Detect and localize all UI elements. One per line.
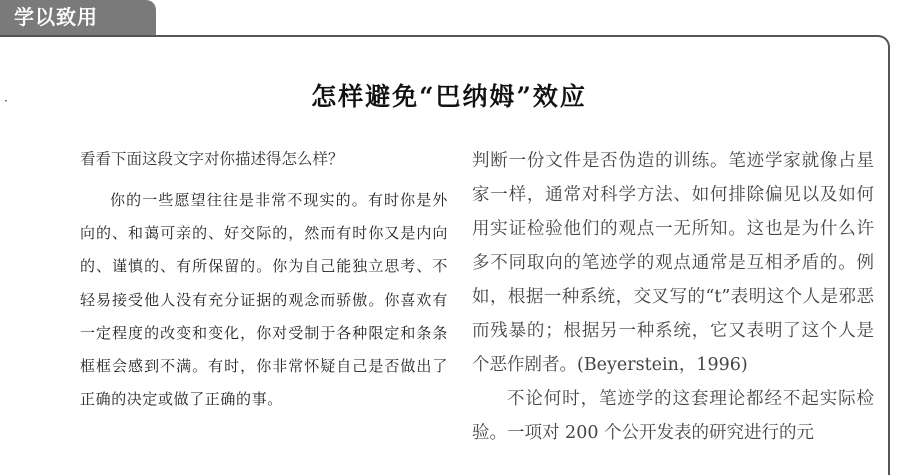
personality-description: 你的一些愿望往往是非常不现实的。有时你是外向的、和蔼可亲的、好交际的，然而有时你又是内向的、谨慎的、有所保留的。你为自己能独立思考、不轻易接受他人没有充分证据的观念而骄傲。你喜欢有一定程度的改变和变化，你对受制于各种限定和条条框框会感到不满。有时，你非常怀疑自己是否做出了正确的决定或做了正确的事。 [80,191,448,409]
left-column [80,148,448,416]
body-paragraph-2: 不论何时，笔迹学的这套理论都经不起实际检验。一项对 200 个公开发表的研究进行的元 [472,389,874,443]
section-tab: 学以致用 [0,0,156,36]
article-title: 怎样避免“巴纳姆”效应 [311,81,587,111]
right-column [472,144,874,450]
body-paragraph-1: 判断一份文件是否伪造的训练。笔迹学家就像占星家一样，通常对科学方法、如何排除偏见以及如何用实证检验他们的观点一无所知。这也是为什么许多不同取向的笔迹学的观点通常是互相矛盾的。例如，根据一种系统，交叉写的“t”表明这个人是邪恶而残暴的；根据另一种系统，它又表明了这个人是个恶作剧者。(Beyerstein，1996) [472,151,874,375]
side-mark: · [4,94,8,108]
lead-question: 看看下面这段文字对你描述得怎么样？ [80,150,344,168]
